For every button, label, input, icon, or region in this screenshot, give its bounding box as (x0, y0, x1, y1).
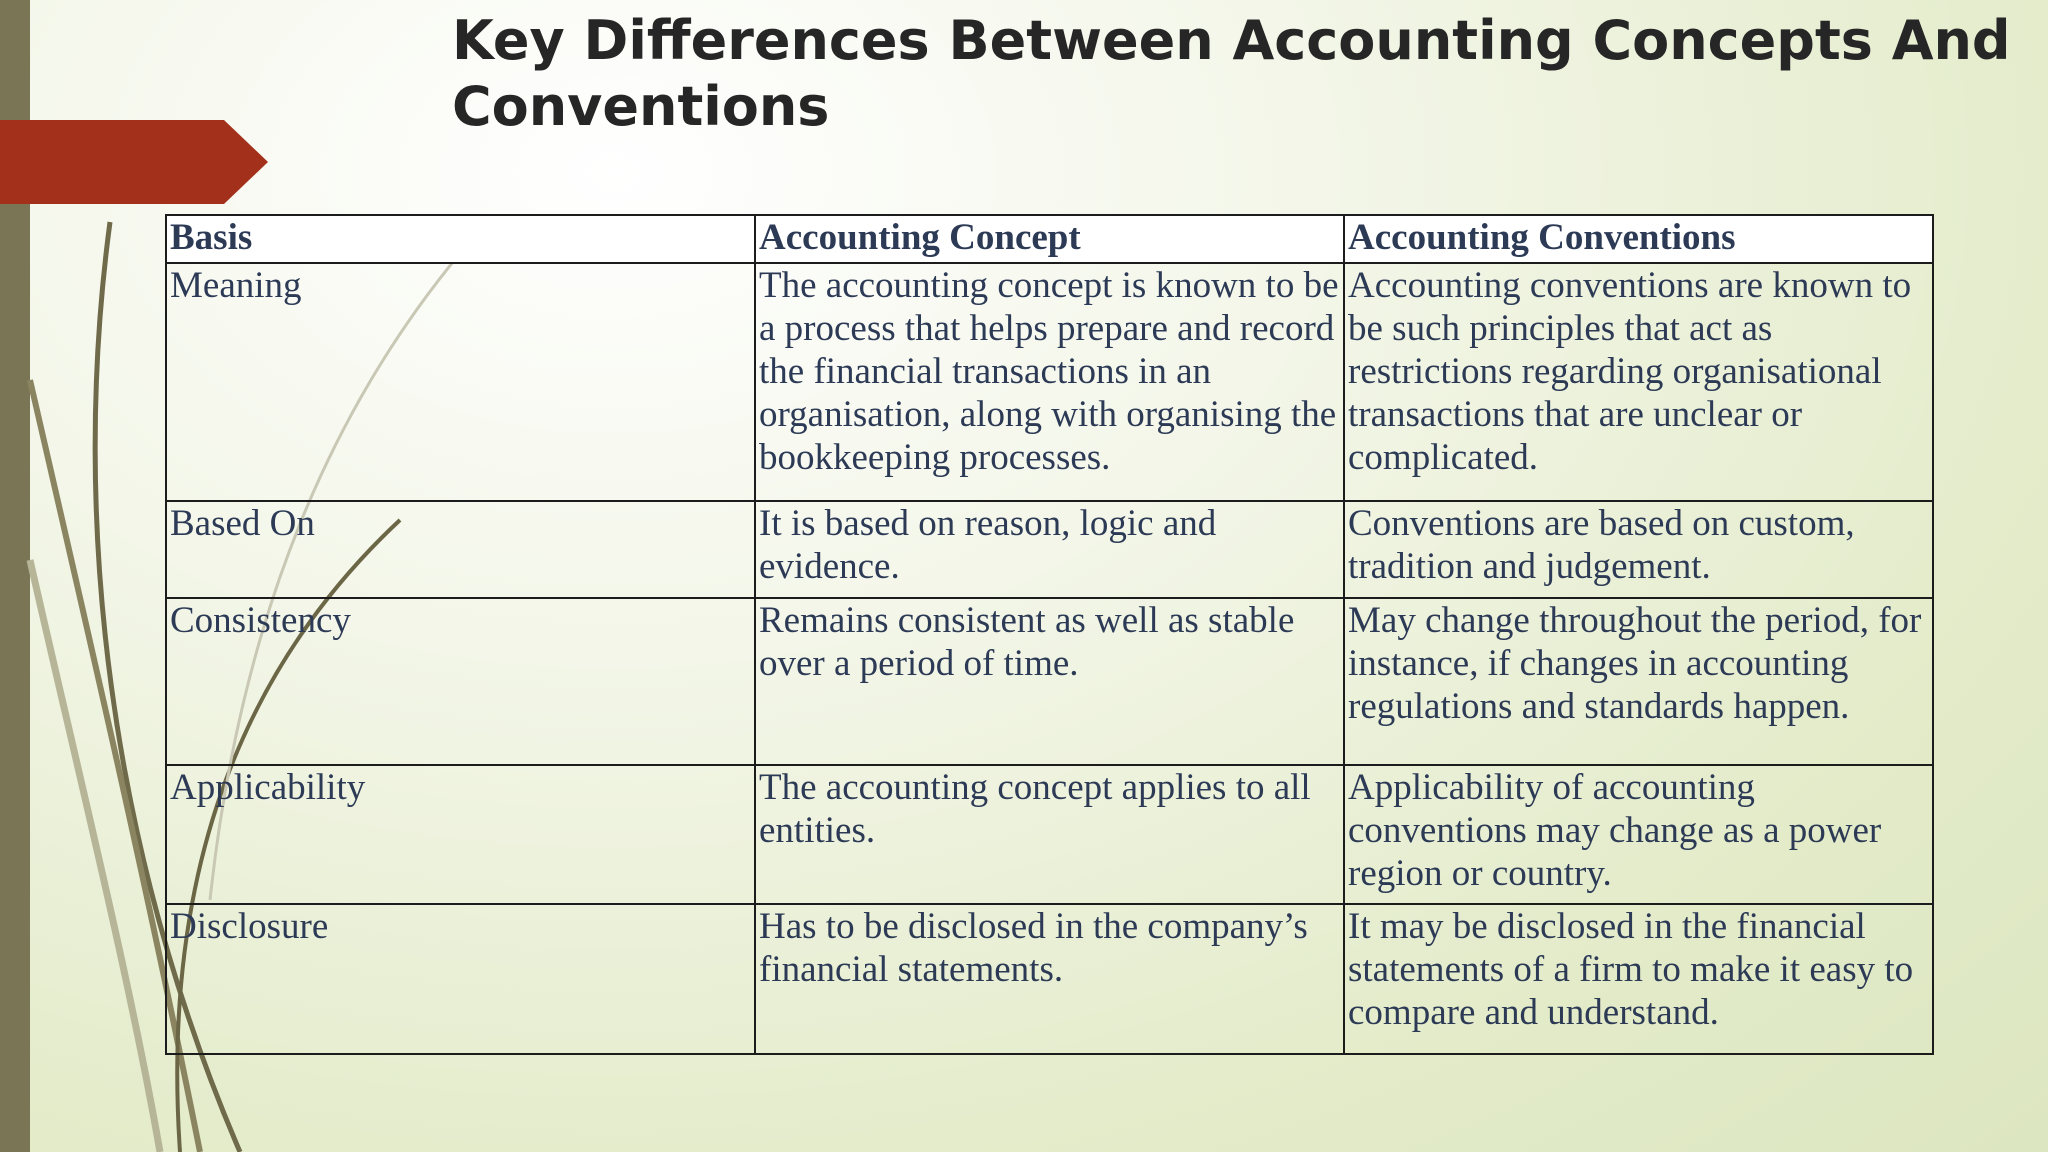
swoosh-curve-5 (30, 560, 160, 1152)
table-row (166, 501, 1933, 598)
cell-conventions: Accounting conventions are known to be such principles that act as restrictions regarding organisational transactions that are unclear or complicated. (1344, 263, 1933, 501)
cell-conventions: May change throughout the period, for instance, if changes in accounting regulations and standards happen. (1344, 598, 1933, 765)
red-arrow-tab (0, 120, 268, 204)
cell-concept: Remains consistent as well as stable over a period of time. (755, 598, 1344, 765)
cell-conventions: Applicability of accounting conventions may change as a power region or country. (1344, 765, 1933, 904)
comparison-table (165, 214, 1934, 1055)
slide-title: Key Differences Between Accounting Concepts And Conventions (452, 9, 2011, 138)
cell-concept: The accounting concept is known to be a process that helps prepare and record the financial transactions in an organisation, along with organising the bookkeeping processes. (755, 263, 1344, 501)
cell-basis: Applicability (166, 765, 755, 904)
header-basis: Basis (166, 215, 755, 263)
cell-conventions: It may be disclosed in the financial statements of a firm to make it easy to compare and understand. (1344, 904, 1933, 1054)
table-row (166, 765, 1933, 904)
cell-concept: The accounting concept applies to all entities. (755, 765, 1344, 904)
table-row (166, 904, 1933, 1054)
cell-concept: Has to be disclosed in the company’s financial statements. (755, 904, 1344, 1054)
cell-basis: Disclosure (166, 904, 755, 1054)
cell-basis: Based On (166, 501, 755, 598)
table-row (166, 263, 1933, 501)
header-accounting-conventions: Accounting Conventions (1344, 215, 1933, 263)
cell-concept: It is based on reason, logic and evidence. (755, 501, 1344, 598)
cell-basis: Meaning (166, 263, 755, 501)
table-row (166, 598, 1933, 765)
header-accounting-concept: Accounting Concept (755, 215, 1344, 263)
cell-conventions: Conventions are based on custom, tradition and judgement. (1344, 501, 1933, 598)
table-header-row (166, 215, 1933, 263)
cell-basis: Consistency (166, 598, 755, 765)
